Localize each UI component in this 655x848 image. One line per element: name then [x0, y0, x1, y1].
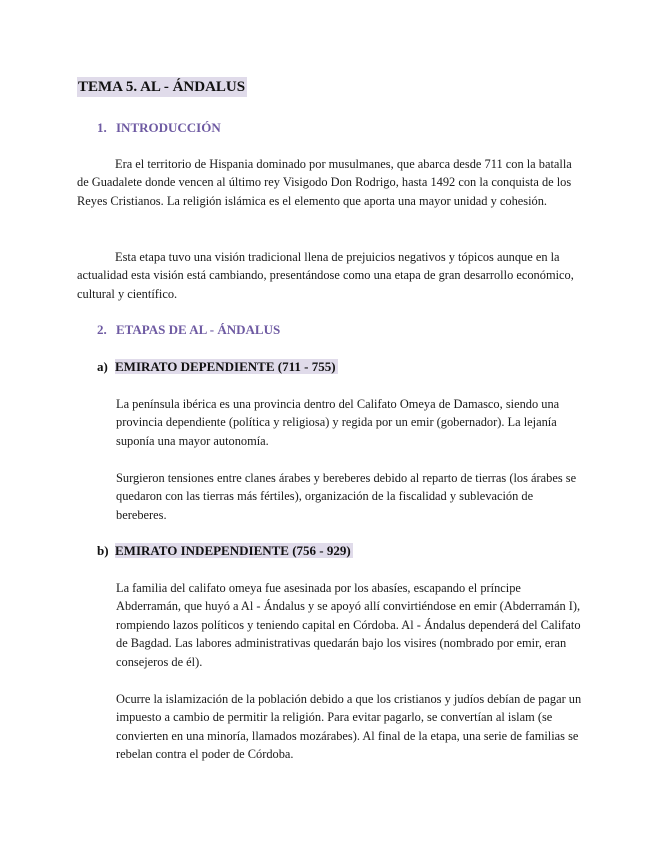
- section-heading-text: INTRODUCCIÓN: [116, 120, 221, 135]
- subsection-heading-emirato-dependiente: [97, 358, 338, 376]
- subsection-label: a): [97, 359, 108, 374]
- subsection-heading-emirato-independiente: [97, 542, 353, 560]
- section-heading-introduccion: [97, 119, 221, 137]
- section-heading-text: ETAPAS DE AL - ÁNDALUS: [116, 322, 281, 337]
- paragraph-intro-2: Esta etapa tuvo una visión tradicional llena de prejuicios negativos y tópicos aunque en la actualidad esta visión está cambiando, presentándose como una etapa de gran desarrollo económico, cultural y científico.: [77, 250, 574, 301]
- section-heading-etapas: [97, 321, 280, 339]
- paragraph-emirato-independiente-2: Ocurre la islamización de la población debido a que los cristianos y judíos debían de pagar un impuesto a cambio de permitir la religión. Para evitar pagarlo, se convertían al islam (se convierten en una minoría, llamados mozárabes). Al final de la etapa, una serie de familias se rebelan contra el poder de Córdoba.: [116, 692, 582, 762]
- paragraph-emirato-dependiente-1: La península ibérica es una provincia dentro del Califato Omeya de Damasco, siendo una provincia dependiente (política y religiosa) y regida por un emir (gobernador). La lejanía suponía una mayor autonomía.: [116, 397, 560, 448]
- paragraph-intro-1: Era el territorio de Hispania dominado por musulmanes, que abarca desde 711 con la batalla de Guadalete donde vencen al último rey Visigodo Don Rodrigo, hasta 1492 con la conquista de los Reyes Cristianos. La religión islámica es el elemento que aporta una mayor unidad y cohesión.: [77, 157, 572, 208]
- section-number: 2.: [97, 322, 107, 337]
- paragraph-emirato-independiente-1: La familia del califato omeya fue asesinada por los abasíes, escapando el príncipe Abderramán, que huyó a Al - Ándalus y se apoyó allí convirtiéndose en emir (Abderramán I), rompiendo lazos políticos y teniendo capital en Córdoba. Al - Ándalus dependerá del Califato de Bagdad. Las labores administrativas quedarán bajo los visires (nombrado por emir, eran consejeros de él).: [116, 581, 581, 669]
- document-title: TEMA 5. AL - ÁNDALUS: [78, 79, 246, 95]
- subsection-heading-text: EMIRATO INDEPENDIENTE (756 - 929): [115, 543, 351, 558]
- paragraph-emirato-dependiente-2: Surgieron tensiones entre clanes árabes y bereberes debido al reparto de tierras (los árabes se quedaron con las tierras más fértiles), organización de la fiscalidad y sublevación de bereberes.: [116, 471, 577, 522]
- section-number: 1.: [97, 120, 107, 135]
- subsection-heading-text: EMIRATO DEPENDIENTE (711 - 755): [115, 359, 336, 374]
- subsection-label: b): [97, 543, 109, 558]
